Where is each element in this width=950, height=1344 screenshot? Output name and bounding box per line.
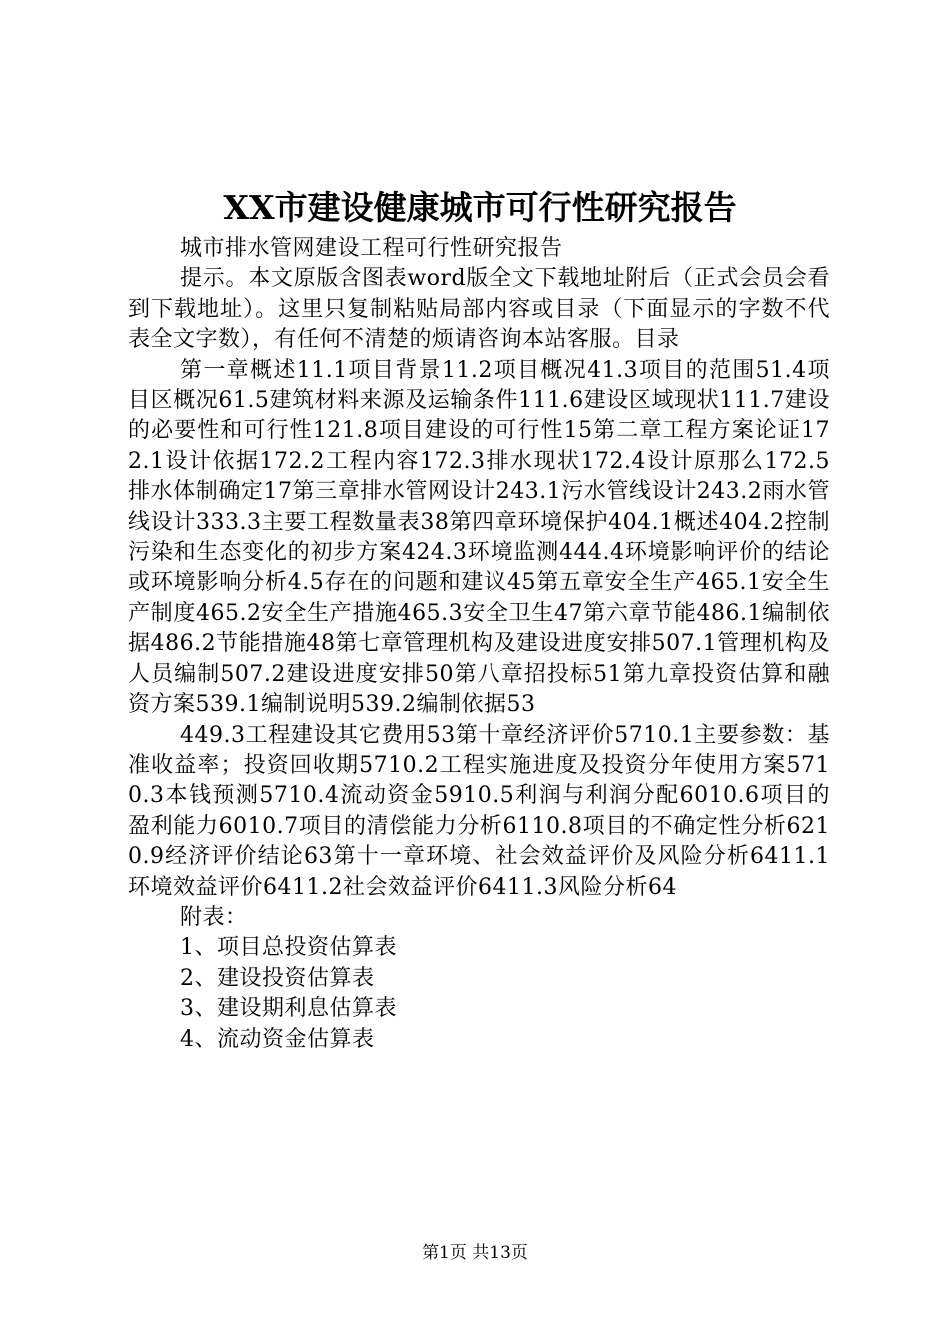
- subtitle-paragraph: 城市排水管网建设工程可行性研究报告: [180, 236, 563, 261]
- toc-paragraph: 第一章概述11.1项目背景11.2项目概况41.3项目的范围51.4项目区概况61.5建筑材料来源及运输条件111.6建设区域现状111.7建设的必要性和可行性121.8项目建设的可行性15第二章工程方案论证172.1设计依据172.2工程内容172.3排水现状172.4设计原那么172.5排水体制确定17第三章排水管网设计243.1污水管线设计243.2雨水管线设计333.3主要工程数量表38第四章环境保护404.1概述404.2控制污染和生态变化的初步方案424.3环境监测444.4环境影响评价的结论或环境影响分析4.5存在的问题和建议45第五章安全生产465.1安全生产制度465.2安全生产措施465.3安全卫生47第六章节能486.1编制依据486.2节能措施48第七章管理机构及建设进度安排507.1管理机构及人员编制507.2建设进度安排50第八章招投标51第九章投资估算和融资方案539.1编制说明539.2编制依据53: [128, 357, 830, 718]
- appendix-item: 2、建设投资估算表: [180, 965, 375, 991]
- appendix-item: 4、流动资金估算表: [180, 1026, 375, 1052]
- appendix-heading: 附表：: [180, 904, 248, 930]
- appendix-item: 3、建设期利息估算表: [180, 996, 397, 1022]
- notice-paragraph: 提示。本文原版含图表word版全文下载地址附后（正式会员会看到下载地址）。这里只复制粘贴局部内容或目录（下面显示的字数不代表全文字数），有任何不清楚的烦请咨询本站客服。目录: [128, 266, 830, 353]
- toc-continued-paragraph: 449.3工程建设其它费用53第十章经济评价5710.1主要参数：基准收益率；投资回收期5710.2工程实施进度及投资分年使用方案5710.3本钱预测5710.4流动资金5910.5利润与利润分配6010.6项目的盈利能力6010.7项目的清偿能力分析6110.8项目的不确定性分析6210.9经济评价结论63第十一章环境、社会效益评价及风险分析6411.1环境效益评价6411.2社会效益评价6411.3风险分析64: [128, 722, 830, 900]
- page-number-footer: 第1页 共13页: [422, 1243, 528, 1263]
- appendix-item: 1、项目总投资估算表: [180, 935, 397, 961]
- document-title: XX市建设健康城市可行性研究报告: [223, 188, 737, 227]
- document-body: [128, 234, 830, 1055]
